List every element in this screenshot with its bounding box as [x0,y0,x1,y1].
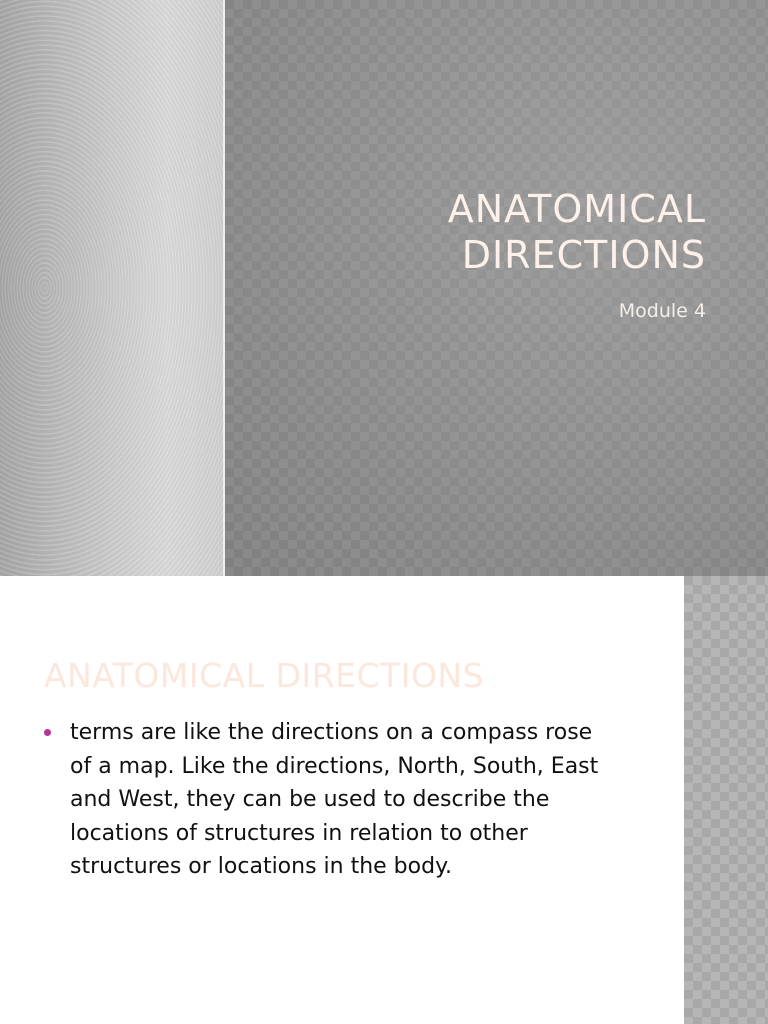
decorative-pattern-strip [684,576,768,1024]
slide-title-line-2: DIRECTIONS [461,233,706,277]
bullet-item [44,716,614,884]
content-slide-heading: ANATOMICAL DIRECTIONS [44,656,485,695]
decorative-left-panel [0,0,223,576]
bullet-dot-icon [44,729,51,736]
slide-title-line-1: ANATOMICAL [447,187,706,231]
bullet-text: terms are like the directions on a compass rose of a map. Like the directions, North, South, East and West, they can be used to describe the locations of structures in relation to other structures or locations in the body. [70,720,599,879]
slide-title [448,186,706,278]
content-slide [0,576,768,1024]
slide-subtitle: Module 4 [618,300,706,322]
bullet-list [44,716,614,884]
decorative-pattern-panel [225,0,768,576]
